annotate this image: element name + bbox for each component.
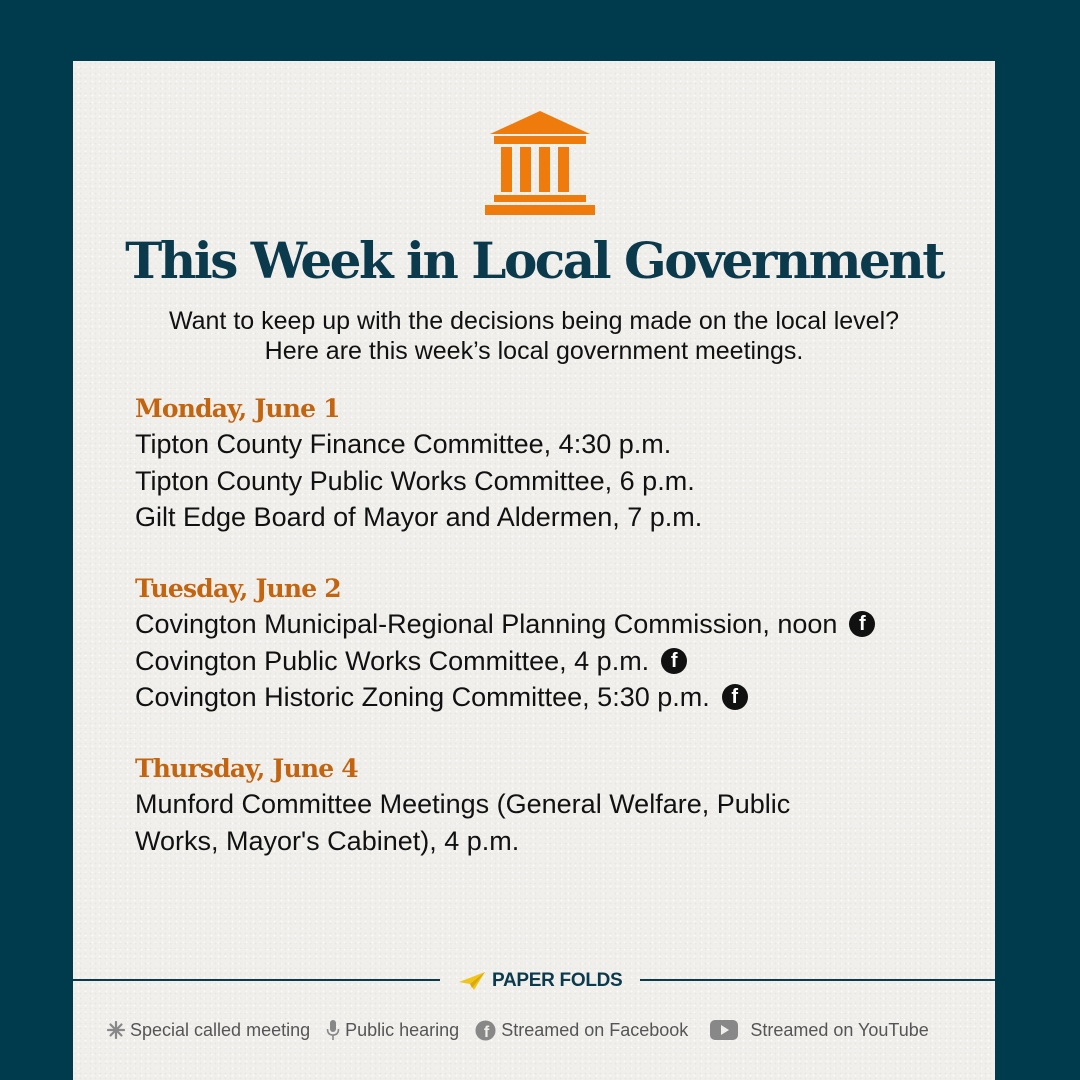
meeting-item xyxy=(135,499,955,536)
legend-label: Streamed on Facebook xyxy=(501,1019,689,1040)
legend-item-youtube xyxy=(710,1020,928,1041)
meeting-item xyxy=(135,786,865,859)
youtube-icon xyxy=(710,1020,738,1040)
day-heading-thursday: Thursday, June 4 xyxy=(135,754,358,783)
meeting-text: Covington Municipal-Regional Planning Commission, noon xyxy=(135,609,838,639)
day-heading-monday: Monday, June 1 xyxy=(135,394,340,423)
meeting-item xyxy=(135,606,955,643)
brand-name: PAPER FOLDS xyxy=(492,970,623,991)
meeting-item xyxy=(135,643,955,680)
paper-plane-icon xyxy=(458,970,486,992)
meeting-text: Tipton County Finance Committee, 4:30 p.m. xyxy=(135,429,672,459)
facebook-icon: f xyxy=(849,611,875,637)
footer-divider-left xyxy=(73,979,440,981)
meeting-item xyxy=(135,426,955,463)
facebook-icon: f xyxy=(722,684,748,710)
facebook-icon: f xyxy=(661,648,687,674)
legend xyxy=(107,1019,977,1041)
meeting-text: Gilt Edge Board of Mayor and Aldermen, 7 p.m. xyxy=(135,502,703,532)
legend-label: Public hearing xyxy=(345,1019,460,1040)
microphone-icon xyxy=(326,1019,340,1041)
svg-text:f: f xyxy=(484,1023,490,1041)
brand-logo xyxy=(458,967,623,995)
asterisk-icon xyxy=(107,1021,125,1039)
legend-item-special xyxy=(107,1020,310,1041)
meeting-text: Covington Public Works Committee, 4 p.m. xyxy=(135,645,650,676)
meeting-item xyxy=(135,463,955,500)
events-monday xyxy=(135,426,955,536)
courthouse-icon xyxy=(484,109,596,217)
events-tuesday xyxy=(135,606,955,716)
meeting-text: Tipton County Public Works Committee, 6 p.m. xyxy=(135,465,695,496)
events-thursday xyxy=(135,786,955,859)
footer-divider-right xyxy=(640,979,995,981)
legend-label: Streamed on YouTube xyxy=(750,1019,929,1040)
page-subtitle: Want to keep up with the decisions being made on the local level? Here are this week’s local government meetings. xyxy=(168,307,900,365)
legend-item-hearing xyxy=(326,1019,459,1041)
schedule-card xyxy=(73,61,995,1080)
page-title: This Week in Local Government xyxy=(125,231,943,290)
facebook-icon xyxy=(475,1020,496,1041)
meeting-text: Covington Historic Zoning Committee, 5:30 p.m. xyxy=(135,682,710,712)
legend-label: Special called meeting xyxy=(130,1019,311,1040)
meeting-item xyxy=(135,679,955,716)
meeting-text: Munford Committee Meetings (General Welfare, Public Works, Mayor's Cabinet), 4 p.m. xyxy=(135,789,791,856)
day-heading-tuesday: Tuesday, June 2 xyxy=(135,574,341,603)
legend-item-facebook xyxy=(475,1020,688,1041)
